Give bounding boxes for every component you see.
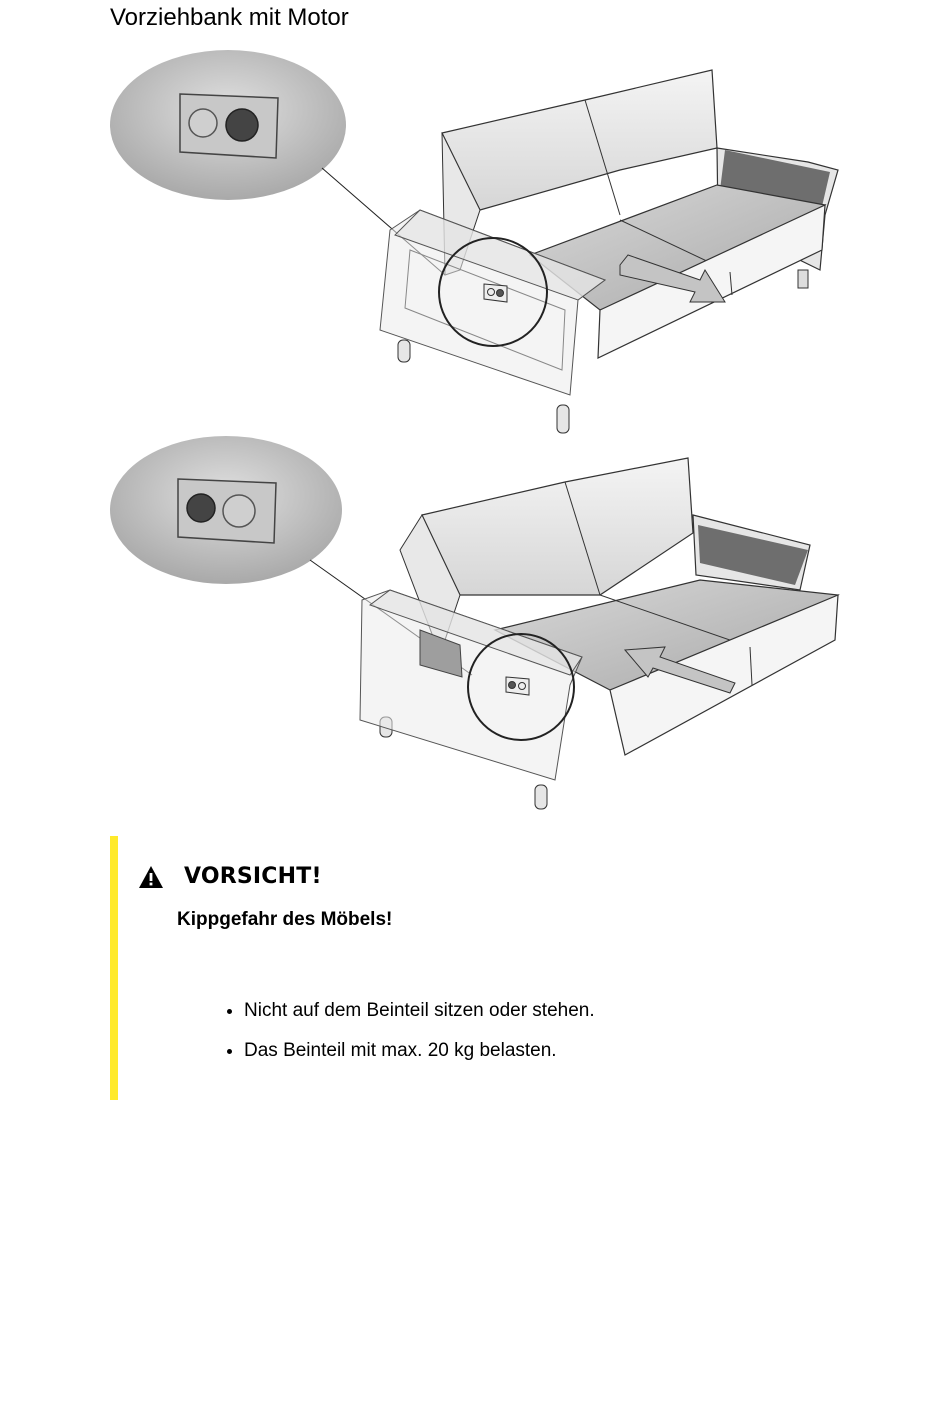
warning-subtitle: Kippgefahr des Möbels!	[177, 909, 393, 930]
warning-list	[216, 999, 595, 1079]
mini-control-panel	[484, 284, 507, 302]
warning-triangle-icon	[138, 865, 164, 889]
warning-block	[110, 836, 818, 1100]
mini-control-panel	[506, 677, 529, 695]
warning-title: VORSICHT!	[184, 864, 322, 889]
list-item: • Das Beinteil mit max. 20 kg belasten.	[244, 1039, 595, 1063]
control-panel-icon	[180, 94, 278, 158]
page-title: Vorziehbank mit Motor	[110, 4, 349, 31]
list-item: • Nicht auf dem Beinteil sitzen oder stehen.	[244, 999, 595, 1023]
sofa-retract-illustration	[100, 425, 860, 820]
warning-header	[138, 864, 322, 889]
control-panel-icon	[178, 479, 276, 543]
sofa-extend-illustration	[100, 40, 860, 440]
